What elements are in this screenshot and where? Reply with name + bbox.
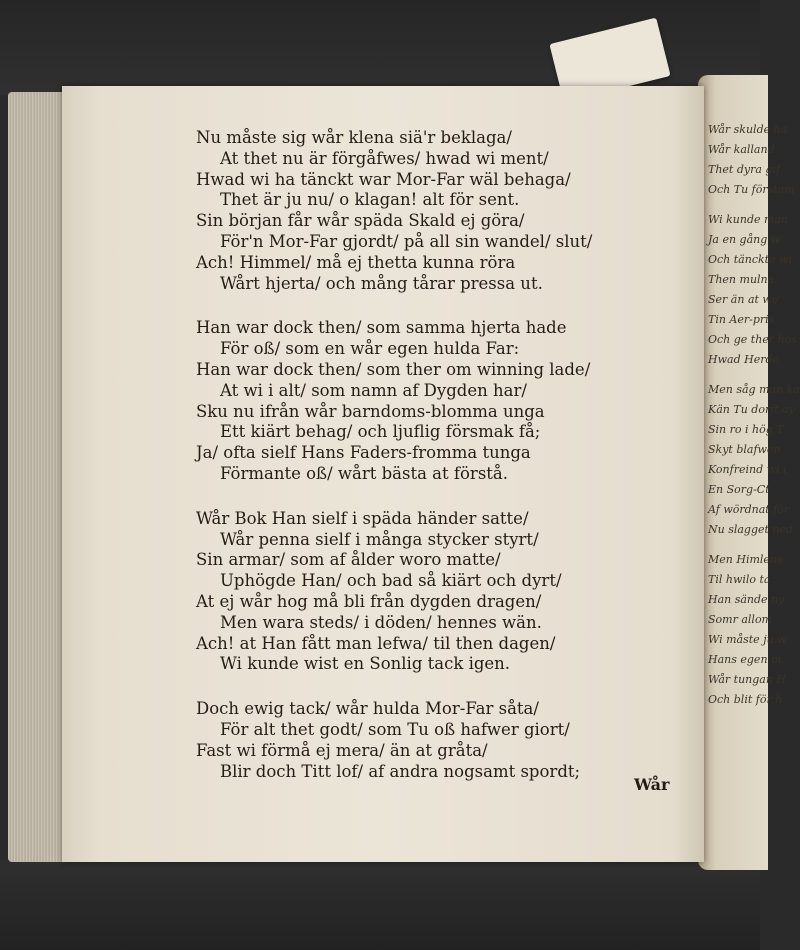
facing-page-line: Somr allom xyxy=(708,613,772,626)
verse-line: Nu måste sig wår klena siä'r beklaga/ xyxy=(196,128,512,147)
verse-line: Sin början får wår späda Skald ej göra/ xyxy=(196,211,525,231)
facing-page-line: Tin Aer-pris xyxy=(708,313,775,326)
facing-page-edge xyxy=(698,75,800,870)
verse-line: Förmante oß/ wårt bästa at förstå. xyxy=(220,463,509,483)
facing-page-line: Och tänckte wi xyxy=(708,253,793,266)
facing-page-line: Af wördnat för xyxy=(708,503,790,516)
facing-page-line: Then mulna xyxy=(708,273,775,286)
verse-line: Han war dock then/ som ther om winning lade/ xyxy=(196,359,591,379)
verse-line: Sin armar/ som af ålder woro matte/ xyxy=(196,550,501,570)
verse-line: Men wara steds/ i döden/ hennes wän. xyxy=(220,612,542,632)
facing-page-line: Men såg man ka xyxy=(708,383,800,396)
facing-page-line: Men Himlens xyxy=(708,553,783,566)
verse-line: Sku nu ifrån wår barndoms-blomma unga xyxy=(196,401,545,421)
verse-line: Thet är ju nu/ o klagan! alt för sent. xyxy=(220,190,520,210)
facing-page-line: Ja en gång w xyxy=(708,233,781,246)
facing-page-line: Sin ro i hög T xyxy=(708,423,784,436)
verse-line: Doch ewig tack/ wår hulda Mor-Far såta/ xyxy=(196,699,539,719)
verse-line: At wi i alt/ som namn af Dygden har/ xyxy=(220,380,527,400)
facing-page-line: Wi måste ju w xyxy=(708,633,787,646)
facing-page-line: Och blit för h xyxy=(708,693,783,706)
stanza xyxy=(196,128,686,294)
verse-line: Uphögde Han/ och bad så kiärt och dyrt/ xyxy=(220,571,562,591)
facing-page-line: Wi kunde man xyxy=(708,213,789,226)
facing-page-line: Konfreind wi i xyxy=(708,463,787,476)
verse-line: För'n Mor-Far gjordt/ på all sin wandel/ slut/ xyxy=(220,231,593,251)
facing-page-line: Thet dyra gif xyxy=(708,163,781,176)
catchword: Wår xyxy=(634,775,670,794)
facing-page-line: Til hwilo ta xyxy=(708,573,771,586)
verse-line: Fast wi förmå ej mera/ än at gråta/ xyxy=(196,740,488,760)
verse-line: Ach! Himmel/ må ej thetta kunna röra xyxy=(196,252,516,272)
verse-line: Ach! at Han fått man lefwa/ til then dagen/ xyxy=(196,633,556,653)
poem-text xyxy=(196,128,686,806)
facing-page-line: Och ge ther hos xyxy=(708,333,797,346)
verse-line: Han war dock then/ som samma hjerta hade xyxy=(196,318,567,338)
facing-page-line: Kän Tu dorft ay xyxy=(708,403,795,416)
verse-line: Blir doch Titt lof/ af andra nogsamt spordt; xyxy=(220,761,581,781)
facing-page-line: Han sände ny xyxy=(708,593,785,606)
facing-page-line: Hwad Herde xyxy=(708,353,780,366)
verse-line: För alt thet godt/ som Tu oß hafwer giort/ xyxy=(220,719,570,739)
facing-page-line: Ser än at wi/ xyxy=(708,293,780,306)
verse-line: At ej wår hog må bli från dygden dragen/ xyxy=(196,591,542,611)
facing-page-line: Wår tungan H xyxy=(708,673,787,686)
facing-page-line: Wår skulde ha xyxy=(708,123,788,136)
verse-line: Wår penna sielf i många stycker styrt/ xyxy=(220,529,539,549)
facing-page-line: Nu slagget ned xyxy=(708,523,794,536)
verse-line: Ja/ ofta sielf Hans Faders-fromma tunga xyxy=(196,443,531,463)
backdrop-bottom xyxy=(0,860,760,950)
verse-line: Ett kiärt behag/ och ljuflig försmak få; xyxy=(220,422,541,442)
stanza xyxy=(196,318,686,484)
stanza xyxy=(196,699,686,782)
facing-page-line: Och Tu förstam xyxy=(708,183,795,196)
verse-line: At thet nu är förgåfwes/ hwad wi ment/ xyxy=(220,148,549,168)
facing-page-line: Skyt blafwen xyxy=(708,443,781,456)
book-page-edges xyxy=(8,92,68,862)
verse-line: Wårt hjerta/ och mång tårar pressa ut. xyxy=(220,273,543,293)
facing-page-line: Hans egen m xyxy=(708,653,782,666)
stanza xyxy=(196,509,686,675)
facing-page-line: En Sorg-Ct xyxy=(708,483,770,496)
verse-line: Wår Bok Han sielf i späda händer satte/ xyxy=(196,508,529,528)
facing-page-line: Wår kalland xyxy=(708,143,775,156)
verse-line: För oß/ som en wår egen hulda Far: xyxy=(220,339,520,359)
verse-line: Wi kunde wist en Sonlig tack igen. xyxy=(220,654,511,674)
verse-line: Hwad wi ha tänckt war Mor-Far wäl behaga/ xyxy=(196,169,571,189)
